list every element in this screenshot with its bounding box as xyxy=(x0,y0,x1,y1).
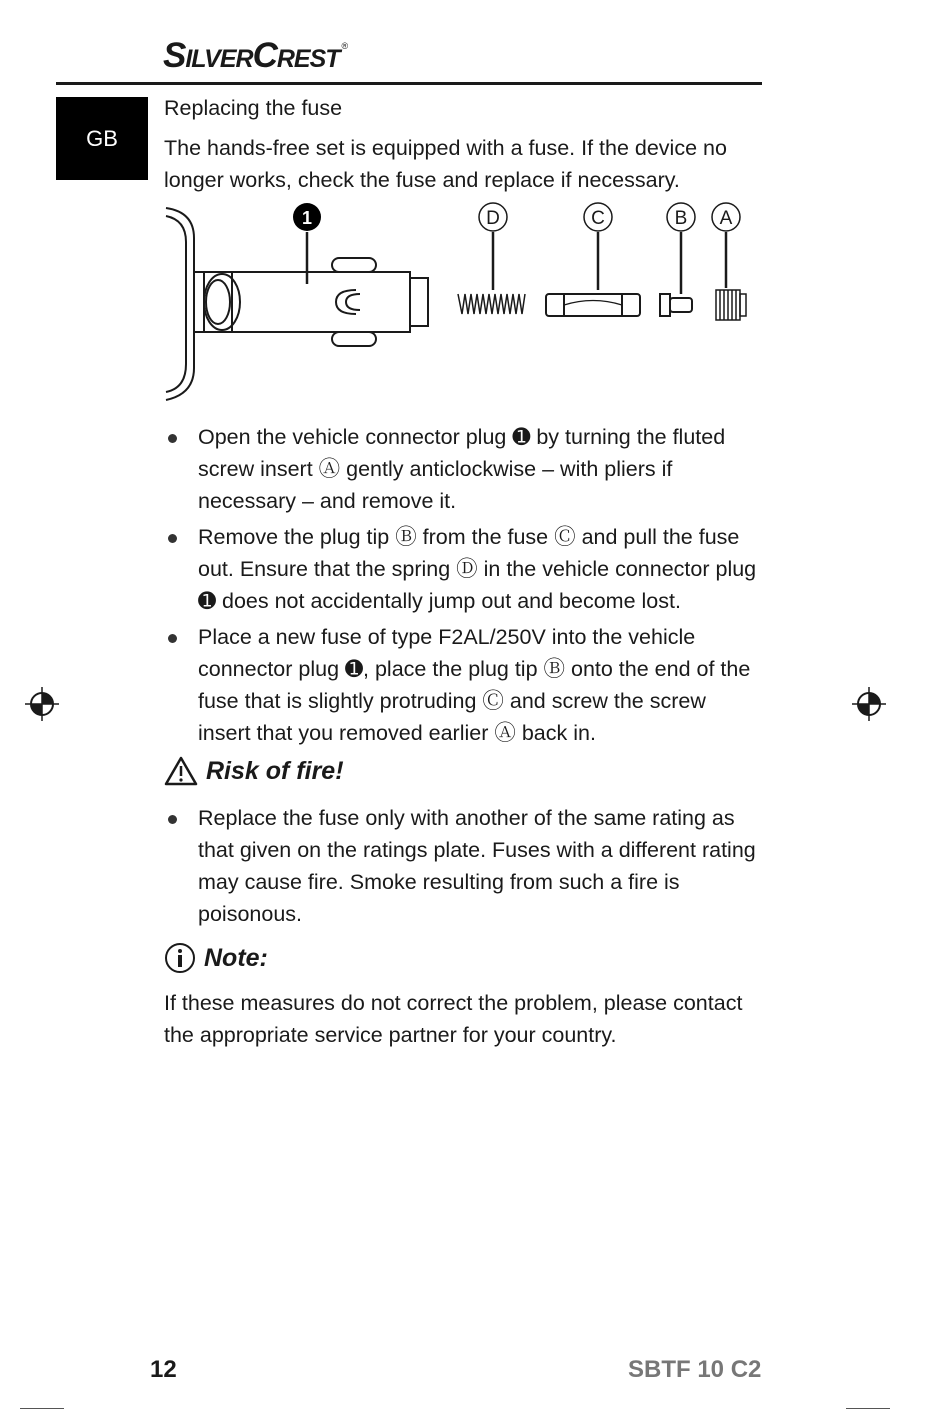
crop-mark xyxy=(20,1408,64,1409)
registration-mark-icon xyxy=(24,686,60,722)
step-item: Open the vehicle connector plug ➊ by turning the fluted screw insert Ⓐ gently anticlockwise – with pliers if necessary – and remove it. xyxy=(164,421,764,517)
warning-heading xyxy=(164,756,344,786)
note-heading xyxy=(164,942,268,974)
callout-screw: A xyxy=(719,208,733,229)
warning-item: Replace the fuse only with another of the same rating as that given on the ratings plate. Fuses with a different rating may cause fire. Smoke resulting from such a fire is poisonous. xyxy=(164,802,764,930)
section-heading: Replacing the fuse xyxy=(164,96,343,120)
spring-drawing xyxy=(458,294,525,314)
page-number: 12 xyxy=(150,1356,177,1383)
callout-tip: B xyxy=(674,208,688,229)
crop-mark xyxy=(846,1408,890,1409)
screw-insert-drawing xyxy=(716,290,746,320)
step-item: Remove the plug tip Ⓑ from the fuse Ⓒ and pull the fuse out. Ensure that the spring Ⓓ in the vehicle connector plug ➊ does not accidentally jump out and become lost. xyxy=(164,521,764,617)
note-title: Note: xyxy=(204,943,268,972)
registration-mark-icon xyxy=(851,686,887,722)
instruction-steps xyxy=(164,421,764,753)
warning-title: Risk of fire! xyxy=(206,756,344,785)
step-item: Place a new fuse of type F2AL/250V into the vehicle connector plug ➊, place the plug tip Ⓑ onto the end of the fuse that is slightly protruding Ⓒ and screw the screw insert that you removed earlier Ⓐ back in. xyxy=(164,621,764,749)
note-text: If these measures do not correct the problem, please contact the appropriate service partner for your country. xyxy=(164,991,743,1047)
connector-plug-drawing xyxy=(166,208,428,400)
fuse-diagram xyxy=(160,198,760,410)
plug-tip-drawing xyxy=(660,294,692,316)
model-number: SBTF 10 C2 xyxy=(628,1356,762,1383)
brand-logo xyxy=(163,36,347,76)
callout-spring: D xyxy=(486,208,500,229)
section-intro: The hands-free set is equipped with a fuse. If the device no longer works, check the fuse and replace if necessary. xyxy=(164,136,727,192)
callout-fuse: C xyxy=(591,208,605,229)
header-rule xyxy=(56,82,762,85)
warning-list xyxy=(164,802,764,934)
language-tab xyxy=(56,97,148,180)
info-icon xyxy=(164,942,196,974)
language-tab-label: GB xyxy=(86,125,118,151)
registered-mark: ® xyxy=(341,41,348,51)
callout-plug: 1 xyxy=(301,208,313,228)
brand-name: SilverCrest xyxy=(163,36,340,75)
fuse-drawing xyxy=(546,294,640,316)
warning-triangle-icon xyxy=(164,756,198,786)
